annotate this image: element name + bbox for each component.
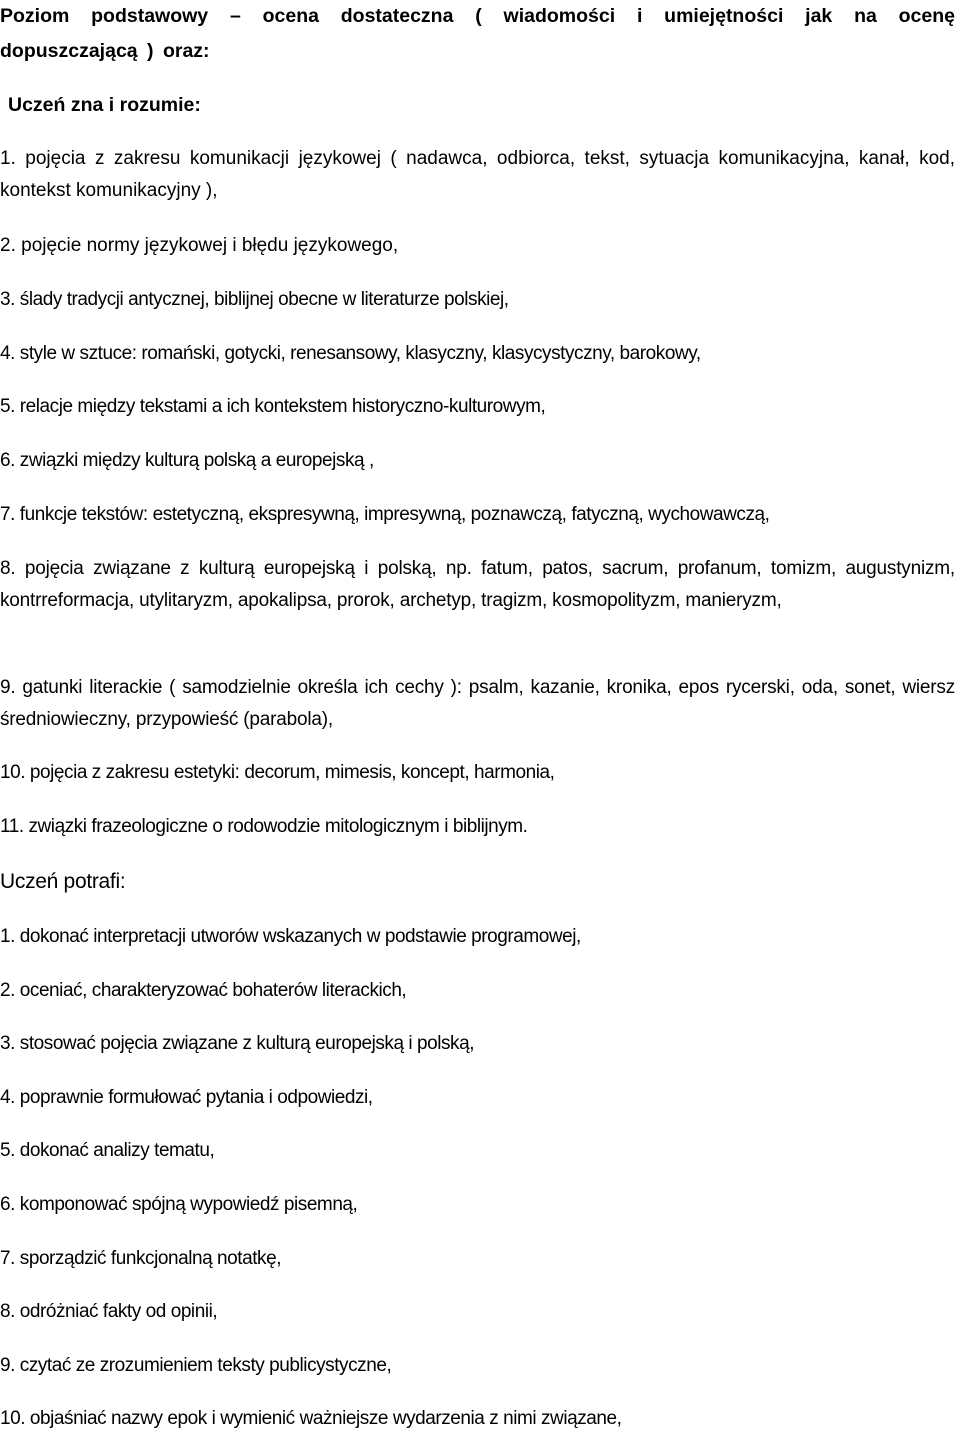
list-item: 5. relacje między tekstami a ich kontekstem historyczno-kulturowym,: [0, 396, 546, 417]
list-item: 1. pojęcia z zakresu komunikacji językowej ( nadawca, odbiorca, tekst, sytuacja komunikacyjna, kanał, kod, kontekst komunikacyjny ),: [0, 148, 955, 201]
list-item: 3. ślady tradycji antycznej, biblijnej obecne w literaturze polskiej,: [0, 289, 509, 310]
list-item: 10. pojęcia z zakresu estetyki: decorum, mimesis, koncept, harmonia,: [0, 762, 555, 783]
list-item: 8. odróżniać fakty od opinii,: [0, 1301, 218, 1322]
list-item: 4. poprawnie formułować pytania i odpowiedzi,: [0, 1087, 373, 1108]
list-item: 9. gatunki literackie ( samodzielnie określa ich cechy ): psalm, kazanie, kronika, epos rycerski, oda, sonet, wiersz średniowieczny, przypowieść (parabola),: [0, 677, 955, 730]
list-item: 6. związki między kulturą polską a europejską ,: [0, 450, 374, 471]
section-heading-knows: Uczeń zna i rozumie:: [8, 94, 201, 116]
list-item: 5. dokonać analizy tematu,: [0, 1140, 215, 1161]
list-item: 9. czytać ze zrozumieniem teksty publicystyczne,: [0, 1355, 392, 1376]
list-item: 3. stosować pojęcia związane z kulturą europejską i polską,: [0, 1033, 475, 1054]
list-item: 1. dokonać interpretacji utworów wskazanych w podstawie programowej,: [0, 926, 581, 947]
list-item: 10. objaśniać nazwy epok i wymienić ważniejsze wydarzenia z nimi związane,: [0, 1408, 622, 1429]
list-item: 2. pojęcie normy językowej i błędu językowego,: [0, 235, 399, 256]
list-item: 2. oceniać, charakteryzować bohaterów literackich,: [0, 980, 407, 1001]
list-item: 4. style w sztuce: romański, gotycki, renesansowy, klasyczny, klasycystyczny, barokowy,: [0, 343, 701, 364]
list-item: 6. komponować spójną wypowiedź pisemną,: [0, 1194, 358, 1215]
list-item: 8. pojęcia związane z kulturą europejską i polską, np. fatum, patos, sacrum, profanum, tomizm, augustynizm, kontrreformacja, utylitaryzm, apokalipsa, prorok, archetyp, tragizm, kosmopolityzm, manieryzm,: [0, 558, 955, 611]
list-item: 7. funkcje tekstów: estetyczną, ekspresywną, impresywną, poznawczą, fatyczną, wychowawczą,: [0, 504, 770, 525]
list-item: 7. sporządzić funkcjonalną notatkę,: [0, 1248, 282, 1269]
section-heading-can: Uczeń potrafi:: [0, 870, 126, 893]
page-title: Poziom podstawowy – ocena dostateczna ( wiadomości i umiejętności jak na ocenę dopuszczającą ) oraz:: [0, 5, 955, 62]
list-item: 11. związki frazeologiczne o rodowodzie mitologicznym i biblijnym.: [0, 816, 528, 837]
